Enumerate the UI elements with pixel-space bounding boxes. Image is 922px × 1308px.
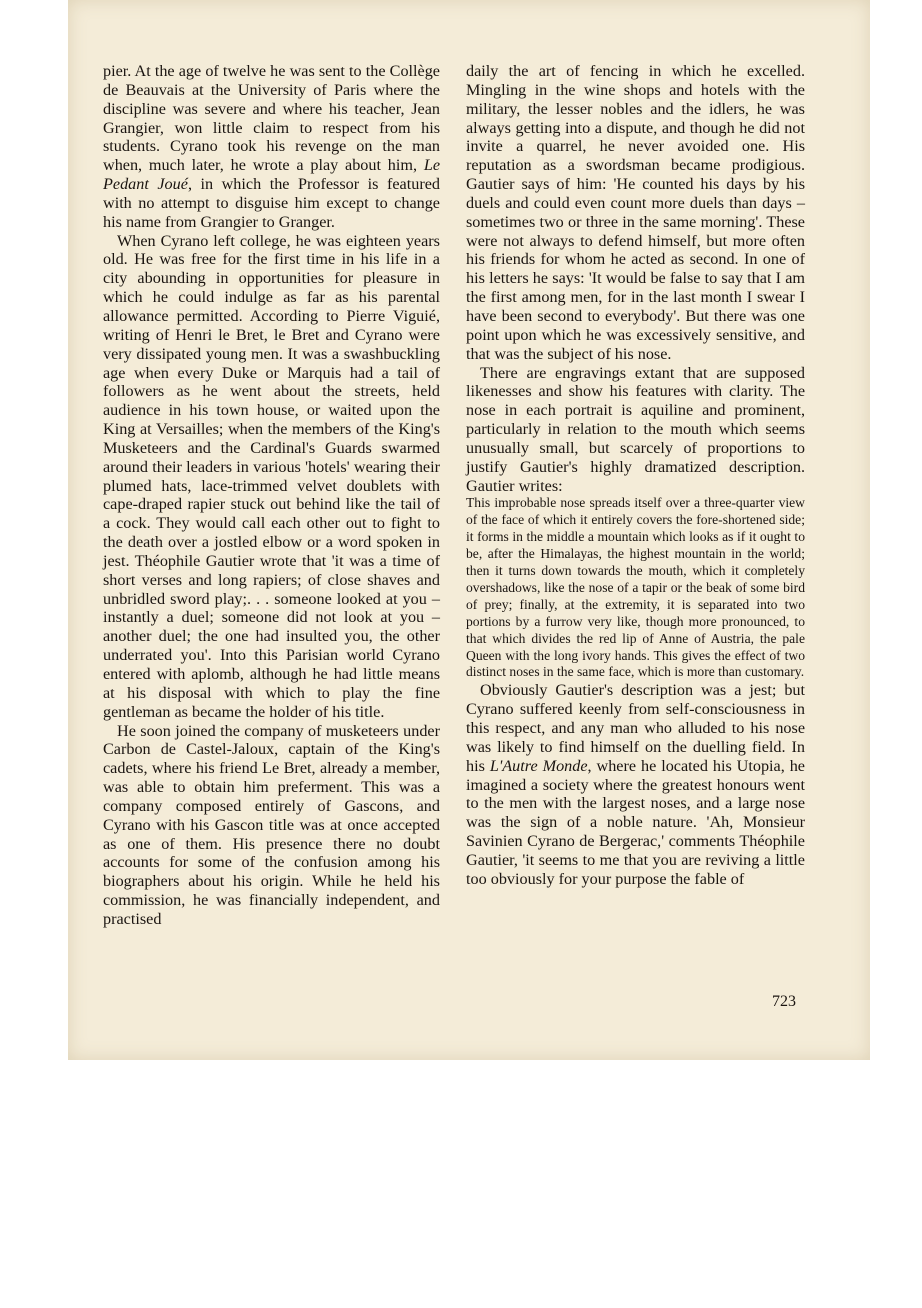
right-column <box>466 62 805 889</box>
page-number: 723 <box>772 993 796 1010</box>
book-title: L'Autre Monde <box>489 756 588 775</box>
right-paragraph-1: daily the art of fencing in which he excelled. Mingling in the wine shops and hotels with the military, the lesser nobles and the idlers, he was always getting into a dispute, and though he did not invite a quarrel, he never avoided one. His reputation as a swordsman became prodigious. Gautier says of him: 'He counted his days by his duels and could even count more duels than days – sometimes two or three in the same morning'. These were not always to defend himself, but more often his friends for whom he acted as second. In one of his letters he says: 'It would be false to say that I am the first among men, for in the last month I swear I have been second to everybody'. But there was one point upon which he was excessively sensitive, and that was the subject of his nose. <box>466 62 805 363</box>
left-paragraph-2: When Cyrano left college, he was eighteen years old. He was free for the first time in his life in a city abounding in opportunities for pleasure in which he could indulge as far as his parental allowance permitted. According to Pierre Viguié, writing of Henri le Bret, le Bret and Cyrano were very dissipated young men. It was a swashbuckling age when every Duke or Marquis had a tail of followers as he went about the streets, held audience in his town house, or waited upon the King at Versailles; when the members of the King's Musketeers and the Cardinal's Guards swarmed around their leaders in various 'hotels' wearing their plumed hats, lace-trimmed velvet doublets with cape-draped rapier stuck out behind like the tail of a cock. They would call each other out to fight to the death over a jostled elbow or a word spoken in jest. Théophile Gautier wrote that 'it was a time of short verses and long rapiers; of close shaves and unbridled sword play;. . . someone looked at you – instantly a duel; someone did not look at you – another duel; the one had insulted you, the other underrated you'. Into this Parisian world Cyrano entered with aplomb, although he had little means at his disposal with which to play the fine gentleman as became the holder of his title. <box>103 231 440 721</box>
left-column <box>103 62 440 929</box>
left-paragraph-3: He soon joined the company of musketeers under Carbon de Castel-Jaloux, captain of the King's cadets, where his friend Le Bret, already a member, was able to obtain him preferment. This was a company composed entirely of Gascons, and Cyrano with his Gascon title was at once accepted as one of them. His presence there no doubt accounts for some of the confusion among his biographers about his origin. While he held his commission, he was financially independent, and practised <box>103 721 440 928</box>
right-paragraph-3: Obviously Gautier's description was a jest; but Cyrano suffered keenly from self-consciousness in this respect, and any man who alluded to his nose was likely to find himself on the duelling field. In his L'Autre Monde, where he located his Utopia, he imagined a society where the greatest honours went to the men with the largest noses, and a large nose was the sign of a noble nature. 'Ah, Monsieur Savinien Cyrano de Bergerac,' comments Théophile Gautier, 'it seems to me that you are reviving a little too obviously for your purpose the fable of <box>466 681 805 888</box>
right-paragraph-2: There are engravings extant that are supposed likenesses and show his features with clarity. The nose in each portrait is aquiline and prominent, particularly in relation to the mouth which seems unusually small, but scarcely of proportions to justify Gautier's highly dramatized description. Gautier writes: <box>466 363 805 495</box>
gautier-quote: This improbable nose spreads itself over a three-quarter view of the face of which it entirely covers the fore-shortened side; it forms in the middle a mountain which looks as if it ought to be, after the Himalayas, the highest mountain in the world; then it turns down towards the mouth, which it completely overshadows, like the nose of a tapir or the beak of some bird of prey; finally, at the extremity, it is separated into two portions by a furrow very like, though more pronounced, to that which divides the red lip of Anne of Austria, the pale Queen with the long ivory hands. This gives the effect of two distinct noses in the same face, which is more than customary. <box>466 495 805 680</box>
left-paragraph-1: pier. At the age of twelve he was sent to the Collège de Beauvais at the University of Paris where the discipline was severe and where his teacher, Jean Grangier, won little claim to respect from his students. Cyrano took his revenge on the man when, much later, he wrote a play about him, Le Pedant Joué, in which the Professor is featured with no attempt to disguise him except to change his name from Grangier to Granger. <box>103 62 440 231</box>
play-title: Le Pedant Joué <box>103 156 440 194</box>
